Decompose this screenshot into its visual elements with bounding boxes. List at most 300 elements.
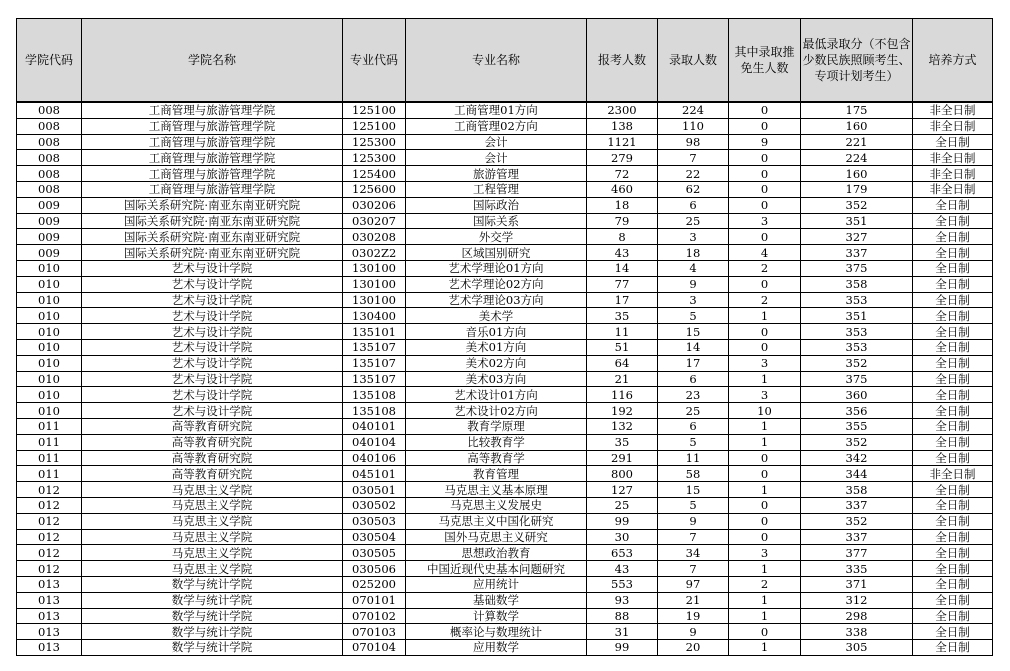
min-score-cell: 353 [801, 339, 913, 355]
major-code-cell: 125400 [343, 166, 406, 182]
min-score-cell: 221 [801, 134, 913, 150]
college-code-cell: 010 [17, 260, 82, 276]
major-name-cell: 艺术设计01方向 [406, 387, 587, 403]
exempt-admitted-cell: 1 [729, 592, 801, 608]
major-name-cell: 会计 [406, 134, 587, 150]
exempt-admitted-cell: 0 [729, 624, 801, 640]
college-name-cell: 艺术与设计学院 [82, 371, 343, 387]
college-code-cell: 012 [17, 482, 82, 498]
admitted-cell: 58 [658, 466, 729, 482]
major-code-cell: 030207 [343, 213, 406, 229]
table-row [17, 624, 993, 640]
college-code-cell: 010 [17, 308, 82, 324]
major-name-cell: 马克思主义中国化研究 [406, 513, 587, 529]
major-code-cell: 130100 [343, 292, 406, 308]
college-code-header: 学院代码 [17, 19, 82, 103]
table-row [17, 150, 993, 166]
study-mode-cell: 全日制 [913, 576, 993, 592]
college-name-cell: 高等教育研究院 [82, 418, 343, 434]
table-row [17, 229, 993, 245]
college-code-cell: 010 [17, 387, 82, 403]
min-score-cell: 358 [801, 482, 913, 498]
college-name-cell: 艺术与设计学院 [82, 324, 343, 340]
min-score-cell: 351 [801, 213, 913, 229]
college-name-cell: 马克思主义学院 [82, 497, 343, 513]
admitted-cell: 5 [658, 434, 729, 450]
applicants-cell: 64 [587, 355, 658, 371]
college-name-cell: 国际关系研究院·南亚东南亚研究院 [82, 197, 343, 213]
college-code-cell: 008 [17, 150, 82, 166]
applicants-cell: 291 [587, 450, 658, 466]
table-row [17, 181, 993, 197]
college-code-cell: 008 [17, 102, 82, 118]
study-mode-cell: 非全日制 [913, 181, 993, 197]
table-row [17, 339, 993, 355]
exempt-admitted-cell: 0 [729, 166, 801, 182]
study-mode-cell: 全日制 [913, 592, 993, 608]
exempt-admitted-cell: 0 [729, 529, 801, 545]
exempt-admitted-cell: 0 [729, 497, 801, 513]
major-name-cell: 国际政治 [406, 197, 587, 213]
admitted-cell: 224 [658, 102, 729, 118]
study-mode-cell: 全日制 [913, 245, 993, 261]
major-name-header: 专业名称 [406, 19, 587, 103]
major-code-cell: 070104 [343, 640, 406, 656]
admission-table-container [16, 18, 992, 656]
exempt-admitted-cell: 0 [729, 324, 801, 340]
study-mode-cell: 全日制 [913, 450, 993, 466]
study-mode-cell: 非全日制 [913, 150, 993, 166]
college-code-cell: 009 [17, 245, 82, 261]
college-name-cell: 艺术与设计学院 [82, 355, 343, 371]
major-name-cell: 高等教育学 [406, 450, 587, 466]
college-name-cell: 工商管理与旅游管理学院 [82, 134, 343, 150]
major-code-cell: 130400 [343, 308, 406, 324]
study-mode-cell: 全日制 [913, 434, 993, 450]
applicants-cell: 31 [587, 624, 658, 640]
applicants-cell: 279 [587, 150, 658, 166]
min-score-cell: 335 [801, 561, 913, 577]
table-row [17, 513, 993, 529]
min-score-cell: 375 [801, 260, 913, 276]
major-code-cell: 030504 [343, 529, 406, 545]
study-mode-cell: 全日制 [913, 482, 993, 498]
admitted-cell: 25 [658, 403, 729, 419]
college-code-cell: 013 [17, 624, 82, 640]
applicants-cell: 653 [587, 545, 658, 561]
study-mode-cell: 全日制 [913, 197, 993, 213]
min-score-cell: 160 [801, 118, 913, 134]
major-name-cell: 艺术学理论01方向 [406, 260, 587, 276]
college-code-cell: 013 [17, 592, 82, 608]
min-score-cell: 377 [801, 545, 913, 561]
admitted-cell: 7 [658, 150, 729, 166]
min-score-cell: 327 [801, 229, 913, 245]
college-name-cell: 数学与统计学院 [82, 592, 343, 608]
admitted-cell: 18 [658, 245, 729, 261]
min-score-cell: 224 [801, 150, 913, 166]
admitted-cell: 21 [658, 592, 729, 608]
major-code-cell: 030206 [343, 197, 406, 213]
table-row [17, 308, 993, 324]
major-name-cell: 思想政治教育 [406, 545, 587, 561]
college-name-cell: 马克思主义学院 [82, 513, 343, 529]
admitted-cell: 17 [658, 355, 729, 371]
min-score-cell: 355 [801, 418, 913, 434]
college-code-cell: 012 [17, 513, 82, 529]
college-name-cell: 艺术与设计学院 [82, 339, 343, 355]
major-name-cell: 马克思主义基本原理 [406, 482, 587, 498]
min-score-cell: 298 [801, 608, 913, 624]
college-code-cell: 010 [17, 324, 82, 340]
applicants-cell: 25 [587, 497, 658, 513]
study-mode-cell: 全日制 [913, 355, 993, 371]
table-row [17, 561, 993, 577]
admitted-cell: 15 [658, 482, 729, 498]
exempt-admitted-cell: 0 [729, 229, 801, 245]
college-code-cell: 013 [17, 608, 82, 624]
major-code-cell: 030505 [343, 545, 406, 561]
table-row [17, 102, 993, 118]
college-name-cell: 数学与统计学院 [82, 576, 343, 592]
college-name-cell: 工商管理与旅游管理学院 [82, 102, 343, 118]
study-mode-cell: 全日制 [913, 324, 993, 340]
college-code-cell: 012 [17, 497, 82, 513]
min-score-cell: 353 [801, 324, 913, 340]
major-code-cell: 030502 [343, 497, 406, 513]
study-mode-cell: 全日制 [913, 403, 993, 419]
college-code-cell: 009 [17, 213, 82, 229]
min-score-cell: 175 [801, 102, 913, 118]
min-score-cell: 360 [801, 387, 913, 403]
college-name-cell: 艺术与设计学院 [82, 308, 343, 324]
applicants-cell: 18 [587, 197, 658, 213]
header-row [17, 19, 993, 103]
study-mode-cell: 全日制 [913, 608, 993, 624]
exempt-admitted-cell: 1 [729, 640, 801, 656]
admitted-cell: 15 [658, 324, 729, 340]
applicants-cell: 127 [587, 482, 658, 498]
college-name-cell: 马克思主义学院 [82, 529, 343, 545]
major-name-cell: 中国近现代史基本问题研究 [406, 561, 587, 577]
min-score-cell: 342 [801, 450, 913, 466]
exempt-admitted-cell: 2 [729, 260, 801, 276]
major-name-cell: 艺术学理论02方向 [406, 276, 587, 292]
study-mode-cell: 全日制 [913, 371, 993, 387]
table-row [17, 608, 993, 624]
applicants-cell: 14 [587, 260, 658, 276]
applicants-cell: 88 [587, 608, 658, 624]
college-code-cell: 010 [17, 292, 82, 308]
admitted-cell: 6 [658, 371, 729, 387]
major-name-cell: 应用统计 [406, 576, 587, 592]
major-code-cell: 130100 [343, 260, 406, 276]
admitted-cell: 7 [658, 529, 729, 545]
major-name-cell: 计算数学 [406, 608, 587, 624]
study-mode-cell: 全日制 [913, 292, 993, 308]
admitted-cell: 5 [658, 497, 729, 513]
major-name-cell: 艺术设计02方向 [406, 403, 587, 419]
admitted-cell: 98 [658, 134, 729, 150]
applicants-cell: 51 [587, 339, 658, 355]
table-row [17, 166, 993, 182]
college-code-cell: 012 [17, 561, 82, 577]
table-row [17, 466, 993, 482]
min-score-cell: 179 [801, 181, 913, 197]
major-name-cell: 比较教育学 [406, 434, 587, 450]
major-name-cell: 工商管理01方向 [406, 102, 587, 118]
major-name-cell: 工程管理 [406, 181, 587, 197]
college-code-cell: 011 [17, 450, 82, 466]
college-code-cell: 010 [17, 403, 82, 419]
admitted-cell: 110 [658, 118, 729, 134]
exempt-admitted-cell: 1 [729, 418, 801, 434]
college-code-cell: 012 [17, 545, 82, 561]
college-name-cell: 艺术与设计学院 [82, 403, 343, 419]
exempt-admitted-header: 其中录取推免生人数 [729, 19, 801, 103]
college-code-cell: 012 [17, 529, 82, 545]
table-row [17, 403, 993, 419]
college-name-cell: 马克思主义学院 [82, 545, 343, 561]
major-name-cell: 会计 [406, 150, 587, 166]
table-row [17, 450, 993, 466]
admitted-cell: 62 [658, 181, 729, 197]
exempt-admitted-cell: 0 [729, 276, 801, 292]
admitted-cell: 19 [658, 608, 729, 624]
exempt-admitted-cell: 0 [729, 197, 801, 213]
college-code-cell: 009 [17, 197, 82, 213]
table-row [17, 276, 993, 292]
college-code-cell: 010 [17, 371, 82, 387]
study-mode-cell: 全日制 [913, 229, 993, 245]
major-code-cell: 125300 [343, 134, 406, 150]
major-name-cell: 旅游管理 [406, 166, 587, 182]
min-score-cell: 375 [801, 371, 913, 387]
study-mode-cell: 非全日制 [913, 102, 993, 118]
major-code-cell: 135108 [343, 403, 406, 419]
admitted-cell: 97 [658, 576, 729, 592]
exempt-admitted-cell: 1 [729, 371, 801, 387]
min-score-cell: 353 [801, 292, 913, 308]
admitted-cell: 20 [658, 640, 729, 656]
exempt-admitted-cell: 2 [729, 292, 801, 308]
study-mode-cell: 全日制 [913, 561, 993, 577]
applicants-cell: 43 [587, 561, 658, 577]
exempt-admitted-cell: 3 [729, 213, 801, 229]
major-name-cell: 教育管理 [406, 466, 587, 482]
college-name-cell: 艺术与设计学院 [82, 260, 343, 276]
min-score-cell: 358 [801, 276, 913, 292]
study-mode-cell: 非全日制 [913, 118, 993, 134]
admitted-cell: 7 [658, 561, 729, 577]
table-row [17, 387, 993, 403]
study-mode-cell: 全日制 [913, 529, 993, 545]
applicants-cell: 800 [587, 466, 658, 482]
admitted-cell: 23 [658, 387, 729, 403]
admitted-header: 录取人数 [658, 19, 729, 103]
table-row [17, 213, 993, 229]
study-mode-cell: 全日制 [913, 213, 993, 229]
exempt-admitted-cell: 9 [729, 134, 801, 150]
major-code-cell: 040101 [343, 418, 406, 434]
college-name-cell: 工商管理与旅游管理学院 [82, 118, 343, 134]
applicants-cell: 77 [587, 276, 658, 292]
study-mode-cell: 全日制 [913, 134, 993, 150]
major-code-cell: 135107 [343, 371, 406, 387]
exempt-admitted-cell: 0 [729, 466, 801, 482]
major-name-cell: 美术03方向 [406, 371, 587, 387]
college-name-cell: 工商管理与旅游管理学院 [82, 166, 343, 182]
study-mode-cell: 全日制 [913, 497, 993, 513]
major-name-cell: 国际关系 [406, 213, 587, 229]
min-score-cell: 305 [801, 640, 913, 656]
applicants-cell: 35 [587, 434, 658, 450]
admitted-cell: 4 [658, 260, 729, 276]
min-score-cell: 351 [801, 308, 913, 324]
major-code-cell: 040104 [343, 434, 406, 450]
college-name-cell: 马克思主义学院 [82, 561, 343, 577]
major-name-cell: 基础数学 [406, 592, 587, 608]
study-mode-cell: 全日制 [913, 624, 993, 640]
exempt-admitted-cell: 10 [729, 403, 801, 419]
study-mode-cell: 全日制 [913, 339, 993, 355]
min-score-cell: 337 [801, 245, 913, 261]
applicants-cell: 21 [587, 371, 658, 387]
major-code-cell: 045101 [343, 466, 406, 482]
exempt-admitted-cell: 3 [729, 387, 801, 403]
study-mode-cell: 全日制 [913, 418, 993, 434]
study-mode-cell: 全日制 [913, 308, 993, 324]
admitted-cell: 6 [658, 418, 729, 434]
college-code-cell: 009 [17, 229, 82, 245]
table-row [17, 245, 993, 261]
table-row [17, 640, 993, 656]
major-name-cell: 美术01方向 [406, 339, 587, 355]
min-score-cell: 160 [801, 166, 913, 182]
applicants-cell: 138 [587, 118, 658, 134]
table-row [17, 545, 993, 561]
min-score-cell: 352 [801, 197, 913, 213]
applicants-cell: 1121 [587, 134, 658, 150]
major-code-cell: 135108 [343, 387, 406, 403]
applicants-cell: 72 [587, 166, 658, 182]
college-name-cell: 高等教育研究院 [82, 450, 343, 466]
min-score-cell: 338 [801, 624, 913, 640]
exempt-admitted-cell: 0 [729, 450, 801, 466]
exempt-admitted-cell: 0 [729, 150, 801, 166]
applicants-cell: 43 [587, 245, 658, 261]
major-code-cell: 030208 [343, 229, 406, 245]
major-code-cell: 135107 [343, 355, 406, 371]
college-name-header: 学院名称 [82, 19, 343, 103]
applicants-header: 报考人数 [587, 19, 658, 103]
admitted-cell: 11 [658, 450, 729, 466]
admitted-cell: 6 [658, 197, 729, 213]
college-name-cell: 数学与统计学院 [82, 608, 343, 624]
major-name-cell: 美术学 [406, 308, 587, 324]
applicants-cell: 116 [587, 387, 658, 403]
table-row [17, 355, 993, 371]
major-name-cell: 音乐01方向 [406, 324, 587, 340]
major-code-cell: 130100 [343, 276, 406, 292]
college-code-cell: 010 [17, 339, 82, 355]
min-score-cell: 352 [801, 434, 913, 450]
min-score-header: 最低录取分（不包含少数民族照顾考生、专项计划考生） [801, 19, 913, 103]
admission-table [16, 18, 993, 656]
table-row [17, 418, 993, 434]
admitted-cell: 5 [658, 308, 729, 324]
min-score-cell: 352 [801, 355, 913, 371]
applicants-cell: 460 [587, 181, 658, 197]
major-code-cell: 125100 [343, 118, 406, 134]
college-code-cell: 010 [17, 276, 82, 292]
college-code-cell: 011 [17, 466, 82, 482]
applicants-cell: 35 [587, 308, 658, 324]
table-header [17, 19, 993, 103]
exempt-admitted-cell: 0 [729, 181, 801, 197]
exempt-admitted-cell: 0 [729, 118, 801, 134]
major-code-cell: 025200 [343, 576, 406, 592]
exempt-admitted-cell: 0 [729, 102, 801, 118]
exempt-admitted-cell: 3 [729, 545, 801, 561]
major-code-cell: 030503 [343, 513, 406, 529]
college-code-cell: 011 [17, 418, 82, 434]
table-row [17, 197, 993, 213]
applicants-cell: 17 [587, 292, 658, 308]
college-name-cell: 工商管理与旅游管理学院 [82, 150, 343, 166]
study-mode-cell: 非全日制 [913, 466, 993, 482]
study-mode-cell: 非全日制 [913, 166, 993, 182]
college-code-cell: 013 [17, 576, 82, 592]
exempt-admitted-cell: 1 [729, 308, 801, 324]
major-name-cell: 工商管理02方向 [406, 118, 587, 134]
major-name-cell: 美术02方向 [406, 355, 587, 371]
applicants-cell: 99 [587, 640, 658, 656]
min-score-cell: 337 [801, 529, 913, 545]
study-mode-cell: 全日制 [913, 276, 993, 292]
table-row [17, 371, 993, 387]
applicants-cell: 132 [587, 418, 658, 434]
min-score-cell: 312 [801, 592, 913, 608]
applicants-cell: 192 [587, 403, 658, 419]
study-mode-cell: 全日制 [913, 387, 993, 403]
major-code-cell: 125300 [343, 150, 406, 166]
major-code-cell: 040106 [343, 450, 406, 466]
table-row [17, 260, 993, 276]
admitted-cell: 3 [658, 229, 729, 245]
table-row [17, 292, 993, 308]
college-name-cell: 数学与统计学院 [82, 624, 343, 640]
major-code-cell: 125100 [343, 102, 406, 118]
college-name-cell: 高等教育研究院 [82, 434, 343, 450]
min-score-cell: 371 [801, 576, 913, 592]
major-code-cell: 125600 [343, 181, 406, 197]
table-row [17, 482, 993, 498]
applicants-cell: 8 [587, 229, 658, 245]
college-code-cell: 008 [17, 134, 82, 150]
table-body [17, 102, 993, 655]
admitted-cell: 9 [658, 276, 729, 292]
table-row [17, 118, 993, 134]
applicants-cell: 79 [587, 213, 658, 229]
exempt-admitted-cell: 1 [729, 434, 801, 450]
major-name-cell: 教育学原理 [406, 418, 587, 434]
college-name-cell: 国际关系研究院·南亚东南亚研究院 [82, 213, 343, 229]
major-name-cell: 艺术学理论03方向 [406, 292, 587, 308]
college-code-cell: 011 [17, 434, 82, 450]
admitted-cell: 22 [658, 166, 729, 182]
admitted-cell: 25 [658, 213, 729, 229]
